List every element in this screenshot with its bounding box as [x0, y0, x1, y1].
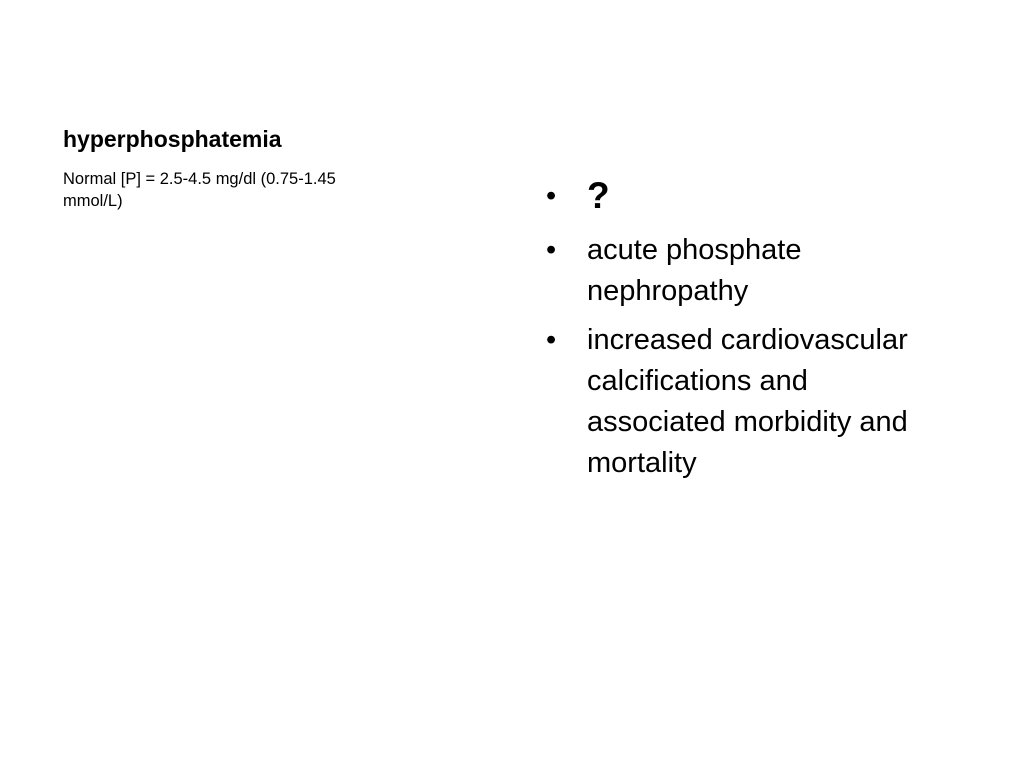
bullet-item-nephropathy [546, 230, 926, 312]
bullet-item-cardiovascular [546, 320, 926, 484]
bullet-item-question [546, 170, 926, 222]
bullet-text: acute phosphate nephropathy [587, 234, 802, 307]
bullet-dot-icon: • [546, 234, 557, 266]
bullet-list [546, 170, 926, 492]
bullet-text: ? [587, 175, 610, 216]
slide-subtitle: Normal [P] = 2.5-4.5 mg/dl (0.75-1.45 mmol/L) [63, 170, 336, 210]
slide-title: hyperphosphatemia [63, 126, 282, 152]
bullet-text: increased cardiovascular calcifications and associated morbidity and mortality [587, 324, 908, 479]
bullet-dot-icon: • [546, 180, 557, 212]
bullet-dot-icon: • [546, 324, 557, 356]
